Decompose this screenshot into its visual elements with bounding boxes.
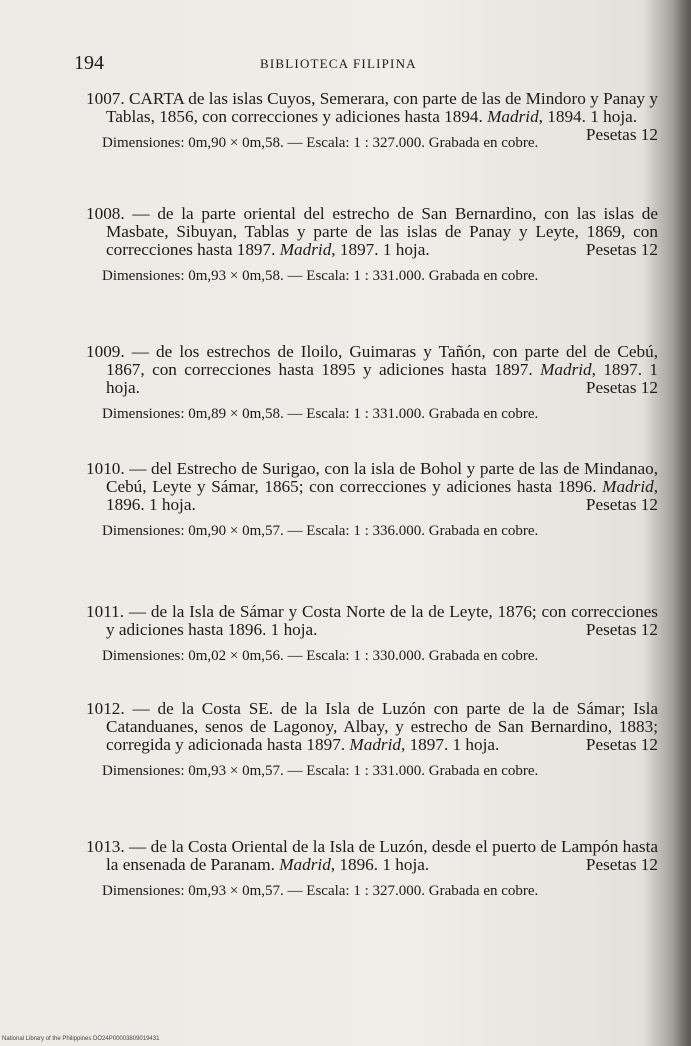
entry-description: — de los estrechos de Iloilo, Guimaras y Tañón, con parte del de Cebú, 1867, con correcciones hasta 1895 y adiciones hasta 1897. <box>106 342 658 379</box>
entry-place: Madrid <box>279 240 332 259</box>
entry-dimensions: Dimensiones: 0m,89 × 0m,58. — Escala: 1 : 331.000. Grabada en cobre. <box>102 406 539 422</box>
entry-description: — de la Isla de Sámar y Costa Norte de la de Leyte, 1876; con correcciones y adiciones hasta 1896. 1 hoja. <box>106 602 658 639</box>
entry-place: Madrid <box>540 360 592 379</box>
entry-number: 1011. <box>86 602 125 621</box>
entry-text <box>74 838 658 874</box>
entry-place: Madrid <box>349 735 401 754</box>
entry-imprint: , 1897. 1 hoja. <box>400 735 500 754</box>
entry-number: 1007. <box>86 89 125 108</box>
entry-imprint: , 1897. 1 hoja. <box>331 240 430 259</box>
scan-credit: National Library of the Philippines DO24P00003809019431 <box>2 1036 160 1042</box>
entry-imprint: , 1897. 1 hoja. <box>106 360 658 397</box>
page-header <box>74 50 664 80</box>
entry-price: Pesetas 12 <box>585 240 658 259</box>
entry-text <box>74 603 658 639</box>
catalog-entry <box>74 460 658 540</box>
entry-dimensions: Dimensiones: 0m,93 × 0m,57. — Escala: 1 : 327.000. Grabada en cobre. <box>102 883 539 899</box>
catalog-entry <box>74 838 658 900</box>
page-binding-shadow <box>673 0 691 1046</box>
entry-place: Madrid <box>487 107 539 126</box>
page-number: 194 <box>74 52 104 74</box>
entry-price: Pesetas 12 <box>585 855 658 874</box>
entry-number: 1012. <box>86 699 125 718</box>
entry-text <box>74 343 658 397</box>
entry-number: 1009. <box>86 342 125 361</box>
entry-description: — de la Costa Oriental de la Isla de Luzón, desde el puerto de Lampón hasta la ensenada de Paranam. <box>106 837 658 874</box>
entry-description: — de la Costa SE. de la Isla de Luzón con parte de la de Sámar; Isla Catanduanes, senos de Lagonoy, Albay, y estrecho de San Bernardino, 1883; corregida y adicionada hasta 1897. <box>106 699 658 754</box>
entry-number: 1013. <box>86 837 125 856</box>
entry-text <box>74 205 658 259</box>
entry-description: — de la parte oriental del estrecho de San Bernardino, con las islas de Masbate, Sibuyan, Tablas y parte de las islas de Panay y Leyte, 1869, con correcciones hasta 1897. <box>106 204 659 259</box>
entry-dimensions: Dimensiones: 0m,90 × 0m,58. — Escala: 1 : 327.000. Grabada en cobre. <box>102 135 539 151</box>
entry-text <box>74 700 658 754</box>
entry-number: 1010. <box>86 459 125 478</box>
entry-description: — del Estrecho de Surigao, con la isla de Bohol y parte de las de Mindanao, Cebú, Leyte y Sámar, 1865; con correcciones y adiciones hasta 1896. <box>106 459 658 496</box>
entry-number: 1008. <box>86 204 125 223</box>
entry-price: Pesetas 12 <box>585 378 658 397</box>
entry-price: Pesetas 12 <box>585 735 658 754</box>
entry-place: Madrid <box>279 855 331 874</box>
entry-dimensions: Dimensiones: 0m,90 × 0m,57. — Escala: 1 : 336.000. Grabada en cobre. <box>102 523 539 539</box>
entry-text <box>74 460 658 514</box>
entry-imprint: , 1896. 1 hoja. <box>330 855 430 874</box>
catalog-entry <box>74 343 658 423</box>
catalog-entry <box>74 205 658 285</box>
running-title: BIBLIOTECA FILIPINA <box>260 56 417 71</box>
entry-dimensions: Dimensiones: 0m,02 × 0m,56. — Escala: 1 : 330.000. Grabada en cobre. <box>102 648 539 664</box>
entry-imprint: , 1896. 1 hoja. <box>106 477 658 514</box>
catalog-entry <box>74 90 658 152</box>
entry-place: Madrid <box>602 477 654 496</box>
entry-dimensions: Dimensiones: 0m,93 × 0m,57. — Escala: 1 : 331.000. Grabada en cobre. <box>102 763 539 779</box>
entry-price: Pesetas 12 <box>585 620 658 639</box>
entry-dimensions: Dimensiones: 0m,93 × 0m,58. — Escala: 1 : 331.000. Grabada en cobre. <box>102 268 539 284</box>
entry-price: Pesetas 12 <box>585 125 658 144</box>
catalog-entry <box>74 603 658 665</box>
entry-imprint: , 1894. 1 hoja. <box>538 107 638 126</box>
entry-description: CARTA de las islas Cuyos, Semerara, con parte de las de Mindoro y Panay y Tablas, 1856, con correcciones y adiciones hasta 1894. <box>106 89 659 126</box>
catalog-entry <box>74 700 658 780</box>
entry-price: Pesetas 12 <box>585 495 658 514</box>
